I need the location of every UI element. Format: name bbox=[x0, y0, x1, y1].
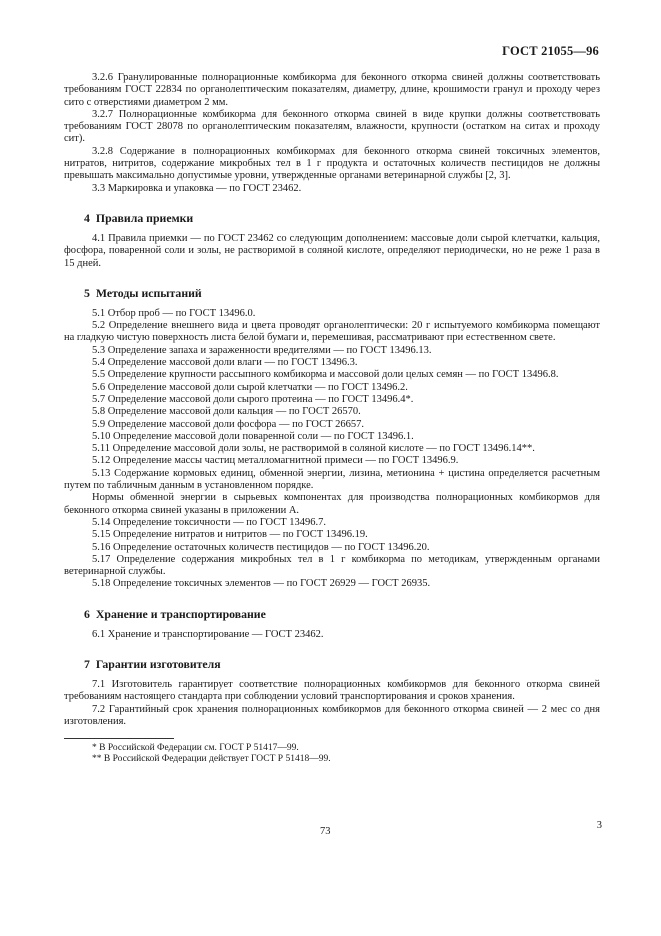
paragraph: 5.1 Отбор проб — по ГОСТ 13496.0. bbox=[92, 307, 256, 319]
section-heading bbox=[64, 286, 600, 300]
paragraph: 6.1 Хранение и транспортирование — ГОСТ 23462. bbox=[92, 628, 324, 640]
paragraph: 7.2 Гарантийный срок хранения полнорационных комбикормов для беконного откорма свиней — 2 мес со дня изготовления. bbox=[64, 703, 600, 727]
paragraph: 5.5 Определение крупности рассыпного комбикорма и массовой доли целых семян — по ГОСТ 13496.8. bbox=[92, 369, 559, 381]
paragraph: 5.11 Определение массовой доли золы, не растворимой в соляной кислоте — по ГОСТ 13496.14**. bbox=[92, 443, 535, 455]
document-header: ГОСТ 21055—96 bbox=[502, 44, 599, 58]
section-title: Правила приемки bbox=[95, 210, 194, 225]
paragraph: 5.12 Определение массы частиц металломагнитной примеси — по ГОСТ 13496.9. bbox=[92, 455, 459, 467]
paragraph: 5.3 Определение запаха и зараженности вредителями — по ГОСТ 13496.13. bbox=[92, 344, 432, 356]
paragraph: 3.3 Маркировка и упаковка — по ГОСТ 23462. bbox=[92, 182, 302, 194]
paragraph: 5.16 Определение остаточных количеств пестицидов — по ГОСТ 13496.20. bbox=[92, 541, 430, 553]
footnote-divider bbox=[64, 738, 174, 739]
paragraph: 5.10 Определение массовой доли поваренной соли — по ГОСТ 13496.1. bbox=[92, 430, 414, 442]
paragraph: 5.18 Определение токсичных элементов — по ГОСТ 26929 — ГОСТ 26935. bbox=[92, 578, 431, 590]
section-number: 4 bbox=[84, 210, 90, 225]
footnote: ** В Российской Федерации действует ГОСТ Р 51418—99. bbox=[92, 754, 331, 765]
section-number: 6 bbox=[84, 606, 90, 621]
paragraph: 5.17 Определение содержания микробных тел в 1 г комбикорма по методикам, утвержденным органами ветеринарной службы. bbox=[64, 553, 600, 578]
paragraph: 3.2.7 Полнорационные комбикорма для беконного откорма свиней в виде крупки должны соответствовать требованиям ГОСТ 28078 по органолептическим показателям, влажности, крупности (остатком на ситах и проходу сит). bbox=[64, 108, 600, 145]
paragraph: 3.2.6 Гранулированные полнорационные комбикорма для беконного откорма свиней должны соответствовать требованиям ГОСТ 22834 по органолептическим показателям, диаметру, длине, крошимости гранул и проходу через сито с отверстиями диаметром 2 мм. bbox=[64, 72, 600, 108]
section-title: Гарантии изготовителя bbox=[95, 656, 221, 671]
paragraph: 4.1 Правила приемки — по ГОСТ 23462 со следующим дополнением: массовые доли сырой клетчатки, кальция, фосфора, поваренной соли и золы, не растворимой в соляной кислоте, определяют периодически, но не реже 1 раза в 15 дней. bbox=[64, 232, 600, 269]
page-number: 73 bbox=[320, 826, 331, 837]
paragraph: 3.2.8 Содержание в полнорационных комбикормах для беконного откорма свиней токсичных элементов, нитратов, нитритов, содержание микробных тел в 1 г продукта и остаточных количеств пестицидов не должны превышать максимально допустимые уровни, утвержденные органами ветеринарной службы [2, 3]. bbox=[64, 145, 600, 182]
paragraph: 5.4 Определение массовой доли влаги — по ГОСТ 13496.3. bbox=[92, 357, 358, 369]
paragraph: 5.7 Определение массовой доли сырого протеина — по ГОСТ 13496.4*. bbox=[92, 393, 414, 405]
section-heading bbox=[64, 607, 600, 621]
document-body bbox=[64, 72, 600, 765]
section-number: 7 bbox=[84, 656, 90, 671]
paragraph: 5.2 Определение внешнего вида и цвета проводят органолептически: 20 г испытуемого комбикорма помещают на гладкую чистую поверхность листа белой бумаги и, перемешивая, рассматривают при естественном свете. bbox=[64, 320, 600, 344]
paragraph: 5.15 Определение нитратов и нитритов — по ГОСТ 13496.19. bbox=[92, 529, 368, 541]
sheet-number: 3 bbox=[596, 820, 602, 831]
footnote: * В Российской Федерации см. ГОСТ Р 51417—99. bbox=[92, 743, 299, 754]
section-title: Хранение и транспортирование bbox=[95, 606, 266, 621]
section-title: Методы испытаний bbox=[95, 285, 202, 300]
paragraph: 5.14 Определение токсичности — по ГОСТ 13496.7. bbox=[92, 516, 327, 528]
section-number: 5 bbox=[84, 285, 90, 300]
paragraph: 5.6 Определение массовой доли сырой клетчатки — по ГОСТ 13496.2. bbox=[92, 381, 408, 393]
paragraph: 7.1 Изготовитель гарантирует соответствие полнорационных комбикормов для беконного откорма свиней требованиям настоящего стандарта при соблюдении условий транспортирования и сроков хранения. bbox=[64, 678, 600, 703]
paragraph: 5.9 Определение массовой доли фосфора — по ГОСТ 26657. bbox=[92, 418, 365, 430]
section-heading bbox=[64, 211, 600, 225]
paragraph: 5.8 Определение массовой доли кальция — по ГОСТ 26570. bbox=[92, 406, 361, 418]
section-heading bbox=[64, 657, 600, 671]
paragraph: Нормы обменной энергии в сырьевых компонентах для производства полнорационных комбикормов для беконного откорма свиней указаны в приложении А. bbox=[64, 492, 600, 516]
paragraph: 5.13 Содержание кормовых единиц, обменной энергии, лизина, метионина + цистина определяется расчетным путем по табличным данным в установленном порядке. bbox=[64, 467, 600, 492]
